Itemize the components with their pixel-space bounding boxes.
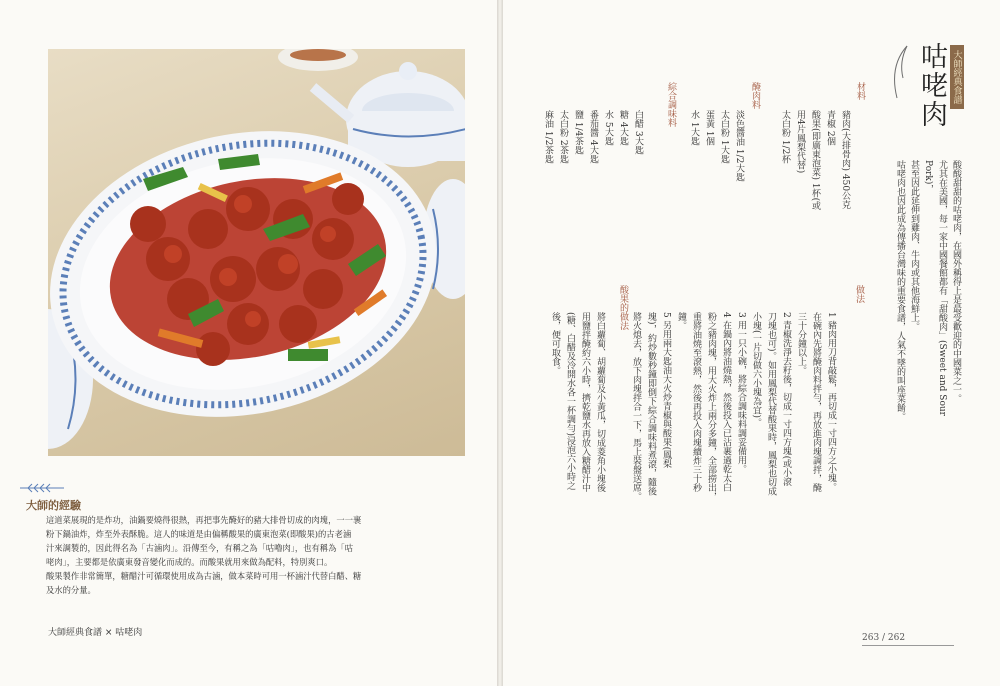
experience-title: 大師的經驗 — [26, 499, 81, 512]
page-footer: 大師經典食譜 × 咕咾肉 — [48, 628, 143, 638]
sauce-item: 麻油 1/2茶匙 — [543, 110, 553, 164]
experience-line: 汁來調製的，因此得名為「古滷肉」。沿傳至今，有稱之為「咕嚕肉」，也有稱為「咕 — [46, 543, 353, 553]
dish-photo — [48, 49, 465, 456]
method-line: 粉之豬肉塊，用大火炸上兩分多鐘，全部撈出， — [706, 312, 716, 501]
experience-line: 咾肉」，主要都是依廣東發音變化而成的。而酸果就用來做為配料，特別爽口。 — [46, 557, 333, 567]
pickle-steps — [547, 312, 607, 552]
page-title: 咕咾肉 — [916, 42, 947, 129]
experience-line: 粉下鍋油炸，炸至外表酥脆。這人的味道是由偏稱酸果的廣東泡菜(即酸果)的古老滷 — [46, 529, 352, 539]
marinade-item: 水 1大匙 — [689, 110, 699, 146]
marinade-item: 蛋黃 1個 — [704, 110, 714, 146]
method-line: 在碗內先將醃肉料拌勻，再放進肉塊調拌，醃 — [811, 312, 821, 492]
ingredient-item: 酸果(即廣東泡菜) 1杯(或 — [810, 110, 820, 211]
intro-line: 甚至因此延伸到雞肉、牛肉或其他海鮮上。 — [909, 160, 919, 331]
leaf-icon — [885, 42, 915, 102]
method-line: 將火熄去，放下肉塊拌合一下，馬上裝盤送席。 — [631, 312, 641, 501]
method-line: 刀塊也可)。如用鳳梨代替酸果時，鳳梨也切成 — [766, 312, 776, 496]
sauce-heading: 綜合調味料 — [666, 82, 676, 127]
method-line: 4 在鍋內將油燒熱，然後投入已沾裹過乾太白 — [721, 312, 731, 492]
pickle-heading: 酸果的做法 — [618, 285, 628, 330]
ingredient-item: 太白粉 1/2杯 — [780, 110, 790, 164]
method-line: 塊)，約炒數秒鐘即倒下綜合調味料煮滾，隨後 — [646, 312, 656, 496]
intro-line: 酸酸甜甜的咕咾肉，在國外稱得上是最受歡迎的中國菜之一。 — [951, 160, 961, 403]
method-line: 5 另用兩大匙油大火炒青椒與酸果(鳳梨 — [661, 312, 671, 469]
ingredients-heading: 材料 — [855, 82, 865, 100]
sauce-item: 水 5大匙 — [603, 110, 613, 146]
experience-line: 及水的分量。 — [46, 585, 96, 595]
marinade-heading: 醃肉料 — [750, 82, 760, 109]
method-heading: 做法 — [854, 285, 864, 303]
sauce-item: 白醋 3大匙 — [633, 110, 643, 155]
method-line: 3 用一只小碗，將綜合調味料調妥備用。 — [736, 312, 746, 474]
series-tag: 大師經典食譜 — [950, 45, 964, 109]
sauce-item: 番茄醬 4大匙 — [588, 110, 598, 164]
pickle-line: (糖、白醋及冷開水各一杯調勻)浸泡六小時之 — [565, 312, 575, 491]
method-line: 三十分鐘以上。 — [796, 312, 806, 375]
method-line: 1 豬肉用刀背敲鬆，再切成一寸四方之小塊。 — [826, 312, 836, 492]
method-line: 小塊(一片切做六小塊為宜)。 — [751, 312, 761, 428]
left-page — [0, 0, 497, 686]
ingredient-item: 青椒 2個 — [825, 110, 835, 146]
experience-line: 這道菜展現的是炸功，油鍋要燒得很熱，再把事先醃好的豬大排骨切成的肉塊，一一裹 — [46, 515, 362, 525]
page-numbers: 263 / 262 — [862, 633, 906, 643]
footer-divider — [862, 645, 954, 646]
method-line: 鐘。 — [676, 312, 686, 330]
marinade-list — [686, 110, 746, 300]
method-line: 重將油燒至滾熱，然後再投入肉塊續炸三十秒 — [691, 312, 701, 492]
marinade-item: 太白粉 1大匙 — [719, 110, 729, 164]
pickle-line: 後，便可取食。 — [550, 312, 560, 375]
pickle-line: 將白蘿蔔、胡蘿蔔及小黃瓜，切成菱角小塊後 — [595, 312, 605, 492]
sauce-item: 鹽 1/4茶匙 — [573, 110, 583, 155]
method-steps — [628, 312, 838, 552]
intro-line: 咕咾肉也因此成為傳播台灣味的重要食譜，人氣不墜的叫座菜餚。 — [895, 160, 905, 421]
intro-text — [893, 160, 963, 450]
method-line: 2 青椒洗淨去籽後，切成一寸四方塊(或小滾 — [781, 312, 791, 487]
pickle-line: 用鹽拌醃約六小時，擠乾鹽水再放入糖醋汁中 — [580, 312, 590, 492]
sweet-sour-pork-image — [48, 49, 465, 456]
ingredient-item: 用4片鳳梨代替) — [795, 110, 805, 174]
intro-line: 尤其在美國，每一家中國餐館都有「甜酸肉」(Sweet and Sour Pork)， — [923, 160, 947, 416]
ingredient-item: 豬肉(大排骨肉) 450公克 — [840, 110, 850, 210]
sauce-item: 糖 4大匙 — [618, 110, 628, 146]
experience-body — [46, 513, 466, 597]
sauce-item: 太白粉 2茶匙 — [558, 110, 568, 164]
ingredients-list — [777, 110, 852, 300]
marinade-item: 淡色醬油 1/2大匙 — [734, 110, 744, 182]
sauce-list — [540, 110, 645, 300]
experience-line: 酸果製作非常簡單，糖醋汁可循環使用成為古滷，做本菜時可用一杯滷汁代替白醋、糖 — [46, 571, 362, 581]
feather-icon — [18, 482, 66, 494]
